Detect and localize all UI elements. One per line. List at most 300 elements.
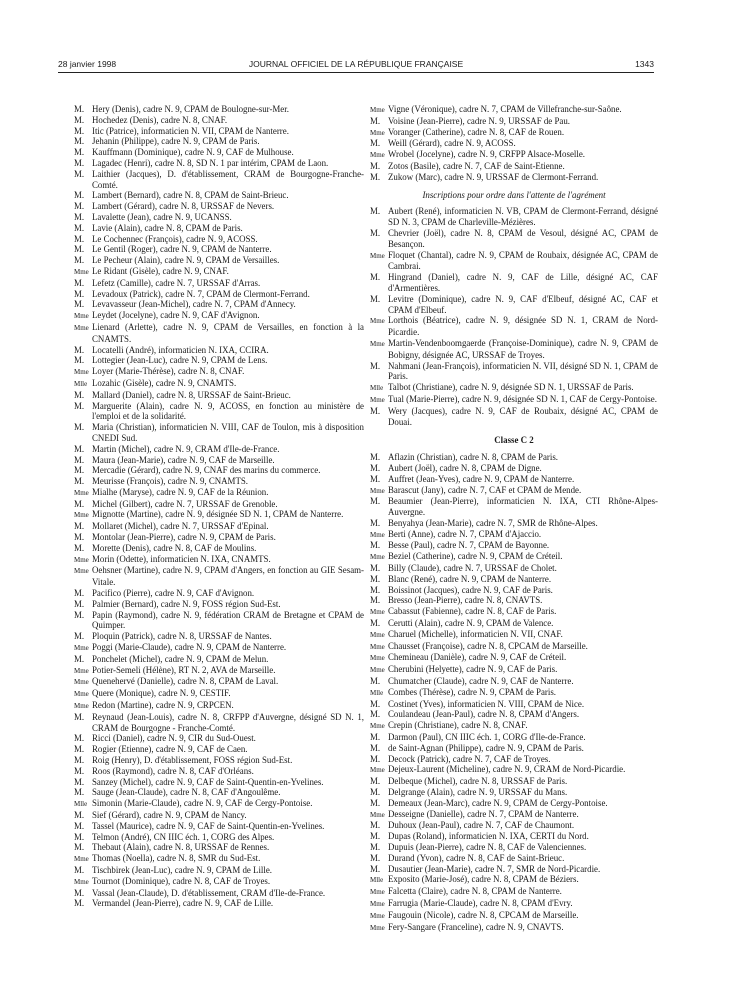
entry-text: Palmier (Bernard), cadre N. 9, FOSS région Sud-Est.	[92, 598, 281, 609]
entry-text: Mercadie (Gérard), cadre N. 9, CNAF des marins du commerce.	[92, 465, 321, 476]
entry-text: Talbot (Christiane), cadre N. 9, désignée SD N. 1, URSSAF de Paris.	[388, 382, 634, 393]
civility-prefix: M.	[74, 443, 85, 454]
civility-prefix: M.	[74, 711, 85, 722]
civility-prefix: M.	[370, 709, 381, 720]
list-item	[74, 888, 364, 899]
civility-prefix: M.	[370, 115, 381, 126]
civility-prefix: Mme	[74, 644, 89, 653]
civility-prefix: M.	[74, 104, 85, 114]
list-item	[74, 810, 364, 821]
right-column-list-classe	[370, 452, 658, 933]
civility-prefix: M.	[74, 744, 85, 755]
entry-text: Crepin (Christiane), cadre N. 8, CNAF.	[388, 720, 528, 731]
civility-prefix: M.	[370, 676, 381, 687]
list-item	[74, 201, 364, 212]
list-item	[370, 831, 658, 842]
civility-prefix: Mme	[370, 722, 385, 731]
civility-prefix: M.	[370, 863, 381, 874]
civility-prefix: M.	[370, 517, 381, 528]
civility-prefix: Mme	[74, 666, 89, 675]
entry-text: Zukow (Marc), cadre N. 9, URSSAF de Clermont-Ferrand.	[388, 171, 599, 182]
civility-prefix: M.	[370, 852, 381, 863]
entry-text: Farrugia (Marie-Claude), cadre N. 8, CPAM d'Evry.	[388, 897, 573, 908]
entry-text: Meurisse (François), cadre N. 9, CNAMTS.	[92, 476, 249, 487]
right-column-list-top	[370, 104, 658, 183]
list-item	[370, 820, 658, 831]
section-title-classe: Classe C 2	[494, 435, 534, 446]
list-item	[74, 853, 364, 865]
entry-text: Tassel (Maurice), cadre N. 9, CAF de Saint-Quentin-en-Yvelines.	[92, 820, 325, 831]
civility-prefix: Mme	[74, 678, 89, 687]
list-item	[74, 289, 364, 300]
list-item	[74, 147, 364, 158]
list-item	[370, 338, 658, 361]
civility-prefix: M.	[74, 233, 85, 244]
list-item	[370, 518, 658, 529]
list-item	[370, 574, 658, 585]
list-item	[74, 700, 364, 712]
list-item	[74, 158, 364, 169]
list-item	[370, 764, 658, 776]
entry-text: Vigne (Véronique), cadre N. 7, CPAM de Villefranche-sur-Saône.	[388, 104, 622, 114]
left-column	[74, 104, 364, 909]
list-item	[74, 744, 364, 755]
list-item	[370, 496, 658, 518]
list-item	[74, 521, 364, 532]
civility-prefix: Mme	[74, 368, 89, 377]
entry-text: Simonin (Marie-Claude), cadre N. 9, CAF de Cergy-Pontoise.	[92, 798, 313, 809]
entry-text: Lienard (Arlette), cadre N. 9, CPAM de Versailles, en fonction à la CNAMTS.	[92, 321, 364, 344]
civility-prefix: M.	[74, 631, 85, 642]
civility-prefix: Mlle	[370, 384, 384, 393]
civility-prefix: Mme	[370, 608, 385, 617]
list-item	[74, 777, 364, 788]
civility-prefix: Mme	[370, 899, 385, 908]
civility-prefix: Mme	[370, 530, 385, 539]
entry-text: Aubert (Joël), cadre N. 8, CPAM de Digne.	[388, 462, 542, 473]
entry-text: Dupuis (Jean-Pierre), cadre N. 8, CAF de Valenciennes.	[388, 842, 587, 852]
entry-text: Thomas (Noella), cadre N. 8, SMR du Sud-Est.	[92, 853, 261, 864]
civility-prefix: Mme	[74, 855, 89, 864]
entry-text: Lorthois (Béatrice), cadre N. 9, désignée SD N. 1, CRAM de Nord-Picardie.	[388, 315, 658, 338]
civility-prefix: M.	[74, 344, 85, 355]
civility-prefix: Mme	[370, 553, 385, 562]
civility-prefix: M.	[74, 190, 85, 201]
entry-text: Marguerite (Alain), cadre N. 9, ACOSS, en fonction au ministère de l'emploi et de la solidarité.	[92, 400, 364, 422]
civility-prefix: Mme	[74, 877, 89, 886]
list-item	[370, 910, 658, 922]
list-item	[74, 234, 364, 245]
civility-prefix: M.	[74, 422, 85, 433]
entry-text: Vermandel (Jean-Pierre), cadre N. 9, CAF de Lille.	[92, 898, 274, 909]
entry-text: Pacifico (Pierre), cadre N. 9, CAF d'Avignon.	[92, 588, 255, 599]
list-item	[74, 499, 364, 510]
entry-text: Wrobel (Jocelyne), cadre N. 9, CRFPP Alsace-Moselle.	[388, 149, 585, 160]
entry-text: Beziel (Catherine), cadre N. 9, CPAM de Créteil.	[388, 551, 563, 562]
list-item	[370, 563, 658, 574]
list-item	[370, 127, 658, 139]
civility-prefix: M.	[74, 277, 85, 288]
list-item	[74, 136, 364, 147]
list-item	[74, 169, 364, 191]
entry-text: Lozahic (Gisèle), cadre N. 9, CNAMTS.	[92, 377, 237, 388]
civility-prefix: M.	[370, 797, 381, 808]
civility-prefix: M.	[74, 244, 85, 255]
civility-prefix: Mlle	[370, 688, 384, 697]
entry-text: Beaumier (Jean-Pierre), informaticien N. IXA, CTI Rhône-Alpes-Auvergne.	[388, 496, 658, 518]
list-item	[74, 631, 364, 642]
list-item	[370, 272, 658, 294]
list-item	[370, 618, 658, 629]
list-item	[370, 732, 658, 743]
entry-text: Ponchelet (Michel), cadre N. 9, CPAM de Melun.	[92, 653, 269, 664]
list-item	[74, 610, 364, 632]
list-item	[370, 540, 658, 551]
list-item	[74, 422, 364, 444]
civility-prefix: M.	[74, 465, 85, 476]
entry-text: Hingrand (Daniel), cadre N. 9, CAF de Lille, désigné AC, CAF d'Armentières.	[388, 272, 658, 293]
list-item	[74, 787, 364, 798]
civility-prefix: M.	[370, 462, 381, 473]
list-item	[370, 699, 658, 710]
civility-prefix: M.	[370, 698, 381, 709]
civility-prefix: M.	[74, 776, 85, 787]
list-item	[370, 874, 658, 886]
civility-prefix: M.	[370, 787, 381, 798]
civility-prefix: M.	[370, 753, 381, 764]
civility-prefix: Mme	[370, 395, 385, 404]
entry-text: Demeaux (Jean-Marc), cadre N. 9, CPAM de Cergy-Pontoise.	[388, 797, 608, 808]
entry-text: Morin (Odette), informaticien N. IXA, CNAMTS.	[92, 553, 271, 564]
list-item	[370, 382, 658, 394]
civility-prefix: Mme	[74, 555, 89, 564]
list-item	[74, 255, 364, 266]
right-column	[370, 104, 658, 933]
list-item	[370, 138, 658, 149]
entry-text: Roos (Raymond), cadre N. 8, CAF d'Orléans.	[92, 765, 254, 776]
list-item	[74, 755, 364, 766]
entry-text: Nahmani (Jean-François), informaticien N. VII, désigné SD N. 1, CPAM de Paris.	[388, 360, 658, 382]
entry-text: Martin (Michel), cadre N. 9, CRAM d'Ile-de-France.	[92, 443, 280, 454]
civility-prefix: M.	[74, 476, 85, 487]
entry-text: Kauffmann (Dominique), cadre N. 9, CAF de Mulhouse.	[92, 147, 294, 158]
civility-prefix: M.	[370, 473, 381, 484]
list-item	[370, 315, 658, 338]
civility-prefix: Mme	[370, 486, 385, 495]
entry-text: Zotos (Basile), cadre N. 7, CAF de Saint-Etienne.	[388, 160, 565, 171]
list-item	[370, 606, 658, 618]
list-item	[370, 798, 658, 809]
list-item	[74, 310, 364, 322]
list-item	[74, 378, 364, 390]
civility-prefix: Mme	[370, 888, 385, 897]
entry-text: Combes (Thérèse), cadre N. 9, CPAM de Paris.	[388, 686, 557, 697]
civility-prefix: M.	[74, 733, 85, 744]
entry-text: Le Gentil (Roger), cadre N. 9, CPAM de Nanterre.	[92, 244, 272, 255]
civility-prefix: M.	[74, 400, 85, 411]
civility-prefix: M.	[370, 360, 381, 371]
civility-prefix: Mme	[370, 630, 385, 639]
list-item	[74, 712, 364, 734]
civility-prefix: M.	[74, 157, 85, 168]
entry-text: Wery (Jacques), cadre N. 9, CAF de Roubaix, désigné AC, CPAM de Douai.	[388, 405, 658, 427]
list-item	[74, 345, 364, 356]
section-title-inscriptions: Inscriptions pour ordre dans l'attente de l'agrément	[422, 189, 606, 200]
list-item	[370, 652, 658, 664]
list-item	[74, 821, 364, 832]
entry-text: Delbeque (Michel), cadre N. 8, URSSAF de Paris.	[388, 776, 568, 787]
list-item	[74, 223, 364, 234]
civility-prefix: M.	[370, 171, 381, 182]
entry-text: Weill (Gérard), cadre N. 9, ACOSS.	[388, 138, 516, 149]
civility-prefix: M.	[74, 820, 85, 831]
civility-prefix: M.	[370, 160, 381, 171]
civility-prefix: Mme	[370, 923, 385, 932]
entry-text: Le Pecheur (Alain), cadre N. 9, CPAM de Versailles.	[92, 255, 280, 266]
entry-text: Dupas (Roland), informaticien N. IXA, CERTI du Nord.	[388, 831, 589, 842]
civility-prefix: Mme	[370, 106, 385, 114]
entry-text: Michel (Gilbert), cadre N. 7, URSSAF de Grenoble.	[92, 498, 278, 509]
civility-prefix: M.	[370, 405, 381, 416]
list-item	[74, 676, 364, 688]
entry-text: Lavalette (Jean), cadre N. 9, UCANSS.	[92, 211, 232, 222]
civility-prefix: M.	[74, 125, 85, 136]
entry-text: Besse (Paul), cadre N. 7, CPAM de Bayonne.	[388, 540, 550, 551]
entry-text: Sief (Gérard), cadre N. 9, CPAM de Nancy.	[92, 810, 247, 820]
header-rule	[58, 72, 654, 73]
civility-prefix: Mme	[74, 511, 89, 520]
entry-text: Cabassut (Fabienne), cadre N. 8, CAF de Paris.	[388, 606, 557, 617]
entry-text: Mignotte (Martine), cadre N. 9, désignée SD N. 1, CPAM de Nanterre.	[92, 509, 344, 520]
civility-prefix: M.	[370, 206, 381, 217]
list-item	[74, 798, 364, 810]
civility-prefix: M.	[370, 563, 381, 574]
entry-text: Hery (Denis), cadre N. 9, CPAM de Boulogne-sur-Mer.	[92, 104, 289, 114]
civility-prefix: Mme	[370, 766, 385, 775]
entry-text: Chausset (Françoise), cadre N. 8, CPCAM de Marseille.	[388, 640, 588, 651]
civility-prefix: M.	[370, 293, 381, 304]
list-item	[74, 299, 364, 310]
civility-prefix: Mme	[74, 690, 89, 699]
civility-prefix: M.	[370, 272, 381, 283]
list-item	[74, 266, 364, 278]
entry-text: Lagadec (Henri), cadre N. 8, SD N. 1 par intérim, CPAM de Laon.	[92, 157, 329, 168]
list-item	[370, 463, 658, 474]
civility-prefix: M.	[370, 595, 381, 606]
list-item	[74, 509, 364, 521]
entry-text: Vassal (Jean-Claude), D. d'établissement, CRAM d'Ile-de-France.	[92, 887, 326, 898]
civility-prefix: Mme	[370, 151, 385, 160]
list-item	[74, 401, 364, 423]
entry-text: Thebaut (Alain), cadre N. 8, URSSAF de Rennes.	[92, 842, 270, 853]
entry-text: Voranger (Catherine), cadre N. 8, CAF de Rouen.	[388, 126, 565, 137]
list-item	[370, 720, 658, 732]
list-item	[74, 766, 364, 777]
civility-prefix: M.	[74, 222, 85, 233]
list-item	[370, 664, 658, 676]
civility-prefix: M.	[74, 136, 85, 147]
list-item	[370, 551, 658, 563]
entry-text: Levadoux (Patrick), cadre N. 7, CPAM de Clermont-Ferrand.	[92, 288, 310, 299]
entry-text: Quere (Monique), cadre N. 9, CESTIF.	[92, 688, 231, 699]
civility-prefix: Mlle	[74, 800, 88, 809]
entry-text: Tournot (Dominique), cadre N. 8, CAF de Troyes.	[92, 875, 271, 886]
list-item	[370, 922, 658, 934]
entry-text: Telmon (André), CN IIIC éch. 1, CORG des Alpes.	[92, 831, 275, 842]
entry-text: Lambert (Bernard), cadre N. 8, CPAM de Saint-Brieuc.	[92, 190, 289, 201]
list-item	[370, 474, 658, 485]
list-item	[370, 104, 658, 116]
list-item	[74, 599, 364, 610]
entry-text: Oehsner (Martine), cadre N. 9, CPAM d'Angers, en fonction au GIE Sesam-Vitale.	[92, 565, 364, 588]
entry-text: Exposito (Marie-José), cadre N. 8, CPAM de Béziers.	[388, 874, 579, 885]
civility-prefix: M.	[370, 732, 381, 743]
list-item	[74, 190, 364, 201]
list-item	[74, 322, 364, 345]
entry-text: Berti (Anne), cadre N. 7, CPAM d'Ajaccio.	[388, 528, 542, 539]
list-item	[74, 390, 364, 401]
civility-prefix: Mme	[370, 666, 385, 675]
list-item	[74, 476, 364, 487]
page-number: 1343	[635, 59, 654, 69]
list-item	[370, 149, 658, 161]
entry-text: Aflazin (Christian), cadre N. 8, CPAM de Paris.	[388, 452, 558, 463]
civility-prefix: M.	[370, 496, 381, 507]
list-item	[370, 676, 658, 687]
entry-text: Lambert (Gérard), cadre N. 8, URSSAF de Nevers.	[92, 201, 275, 212]
list-item	[74, 832, 364, 843]
civility-prefix: Mme	[370, 251, 385, 260]
civility-prefix: M.	[74, 598, 85, 609]
list-item	[74, 688, 364, 700]
list-item	[74, 455, 364, 466]
list-item	[74, 665, 364, 677]
list-item	[370, 406, 658, 428]
entry-text: Billy (Claude), cadre N. 7, URSSAF de Cholet.	[388, 563, 557, 574]
civility-prefix: Mme	[370, 339, 385, 348]
entry-text: Levitre (Dominique), cadre N. 9, CAF d'Elbeuf, désigné AC, CAF et CPAM d'Elbeuf.	[388, 293, 658, 315]
list-item	[74, 355, 364, 366]
header-date: 28 janvier 1998	[58, 59, 117, 69]
entry-text: Papin (Raymond), cadre N. 9, fédération CRAM de Bretagne et CPAM de Quimper.	[92, 609, 364, 631]
entry-text: Levavasseur (Jean-Michel), cadre N. 7, CPAM d'Annecy.	[92, 299, 296, 310]
entry-text: Poggi (Marie-Claude), cadre N. 9, CPAM de Nanterre.	[92, 642, 287, 653]
list-item	[370, 394, 658, 406]
list-item	[74, 588, 364, 599]
civility-prefix: M.	[74, 532, 85, 543]
list-item	[370, 754, 658, 765]
entry-text: Ploquin (Patrick), cadre N. 8, URSSAF de Nantes.	[92, 631, 272, 642]
list-item	[74, 212, 364, 223]
civility-prefix: M.	[370, 138, 381, 149]
entry-text: Lottegier (Jean-Luc), cadre N. 9, CPAM de Lens.	[92, 355, 268, 366]
entry-text: Delgrange (Alain), cadre N. 9, URSSAF du Mans.	[388, 787, 568, 798]
entry-text: Le Cochennec (François), cadre N. 9, ACOSS.	[92, 233, 258, 244]
list-item	[74, 465, 364, 476]
entry-text: Desseigne (Danielle), cadre N. 7, CPAM de Nanterre.	[388, 808, 579, 819]
entry-text: Locatelli (André), informaticien N. IXA, CCIRA.	[92, 344, 269, 355]
entry-text: Montolar (Jean-Pierre), cadre N. 9, CPAM de Paris.	[92, 532, 276, 543]
civility-prefix: Mme	[74, 312, 89, 321]
list-item	[74, 444, 364, 455]
entry-text: Sauge (Jean-Claude), cadre N. 8, CAF d'Angoulême.	[92, 787, 281, 798]
entry-text: Chevrier (Joël), cadre N. 8, CPAM de Vesoul, désigné AC, CPAM de Besançon.	[388, 227, 658, 249]
entry-text: Maria (Christian), informaticien N. VIII, CAF de Toulon, mis à disposition CNEDI Sud.	[92, 422, 364, 443]
entry-text: Durand (Yvon), cadre N. 8, CAF de Saint-Brieuc.	[388, 852, 565, 863]
entry-text: Tischbirek (Jean-Luc), cadre N. 9, CPAM de Lille.	[92, 864, 273, 875]
entry-text: Dejeux-Laurent (Micheline), cadre N. 9, CRAM de Nord-Picardie.	[388, 764, 626, 775]
list-item	[370, 228, 658, 250]
entry-text: Itic (Patrice), informaticien N. VII, CPAM de Nanterre.	[92, 125, 289, 136]
entry-text: Mallard (Daniel), cadre N. 8, URSSAF de Saint-Brieuc.	[92, 389, 291, 400]
list-item	[370, 529, 658, 541]
list-item	[74, 278, 364, 289]
list-item	[370, 361, 658, 383]
list-item	[370, 809, 658, 821]
entry-text: Chumatcher (Claude), cadre N. 9, CAF de Nanterre.	[388, 676, 574, 687]
entry-text: Cherubini (Helyette), cadre N. 9, CAF de Paris.	[388, 664, 558, 675]
civility-prefix: M.	[74, 147, 85, 158]
civility-prefix: M.	[74, 211, 85, 222]
civility-prefix: M.	[74, 521, 85, 532]
civility-prefix: M.	[370, 618, 381, 629]
entry-text: Hochedez (Denis), cadre N. 8, CNAF.	[92, 114, 228, 125]
civility-prefix: M.	[370, 540, 381, 551]
entry-text: Le Ridant (Gisèle), cadre N. 9, CNAF.	[92, 265, 229, 276]
list-item	[74, 126, 364, 137]
civility-prefix: M.	[74, 609, 85, 620]
list-item	[370, 787, 658, 798]
civility-prefix: Mme	[370, 128, 385, 137]
civility-prefix: Mme	[370, 810, 385, 819]
entry-text: Barascut (Jany), cadre N. 7, CAF et CPAM de Mende.	[388, 484, 582, 495]
civility-prefix: M.	[74, 542, 85, 553]
list-item	[370, 842, 658, 853]
civility-prefix: M.	[74, 498, 85, 509]
list-item	[74, 487, 364, 499]
entry-text: Blanc (René), cadre N. 9, CPAM de Nanterre.	[388, 573, 552, 584]
entry-text: Maura (Jean-Marie), cadre N. 9, CAF de Marseille.	[92, 454, 275, 465]
civility-prefix: M.	[74, 299, 85, 310]
entry-text: Mollaret (Michel), cadre N. 7, URSSAF d'Epinal.	[92, 521, 269, 532]
list-item	[74, 244, 364, 255]
entry-text: Reynaud (Jean-Louis), cadre N. 8, CRFPP d'Auvergne, désigné SD N. 1, CRAM de Bourgogne - Franche-Comté.	[92, 711, 364, 733]
entry-text: Potier-Semeli (Hélène), RT N. 2, AVA de Marseille.	[92, 664, 276, 675]
civility-prefix: M.	[74, 787, 85, 798]
entry-text: Chemineau (Danièle), cadre N. 9, CAF de Créteil.	[388, 652, 567, 663]
entry-text: Floquet (Chantal), cadre N. 9, CPAM de Roubaix, désignée AC, CPAM de Cambrai.	[388, 249, 658, 272]
entry-text: Costinet (Yves), informaticien N. VIII, CPAM de Nice.	[388, 698, 585, 709]
entry-text: Rogier (Etienne), cadre N. 9, CAF de Caen.	[92, 744, 248, 755]
civility-prefix: M.	[370, 820, 381, 831]
civility-prefix: M.	[74, 588, 85, 599]
entry-text: Coulandeau (Jean-Paul), cadre N. 8, CPAM d'Angers.	[388, 709, 580, 720]
entry-text: Jehanin (Philippe), cadre N. 9, CPAM de Paris.	[92, 136, 260, 147]
civility-prefix: Mlle	[74, 379, 88, 388]
list-item	[370, 687, 658, 699]
civility-prefix: Mme	[370, 654, 385, 663]
entry-text: Laithier (Jacques), D. d'établissement, CRAM de Bourgogne-Franche-Comté.	[92, 168, 364, 190]
entry-text: Aubert (René), informaticien N. VB, CPAM de Clermont-Ferrand, désigné SD N. 3, CPAM de Charleville-Mézières.	[388, 206, 658, 228]
list-item	[370, 629, 658, 641]
list-item	[370, 585, 658, 596]
list-item	[370, 116, 658, 127]
list-item	[370, 595, 658, 606]
list-item	[74, 543, 364, 554]
list-item	[74, 876, 364, 888]
entry-text: Voisine (Jean-Pierre), cadre N. 9, URSSAF de Pau.	[388, 115, 570, 126]
entry-text: Auffret (Jean-Yves), cadre N. 9, CPAM de Nanterre.	[388, 473, 575, 484]
